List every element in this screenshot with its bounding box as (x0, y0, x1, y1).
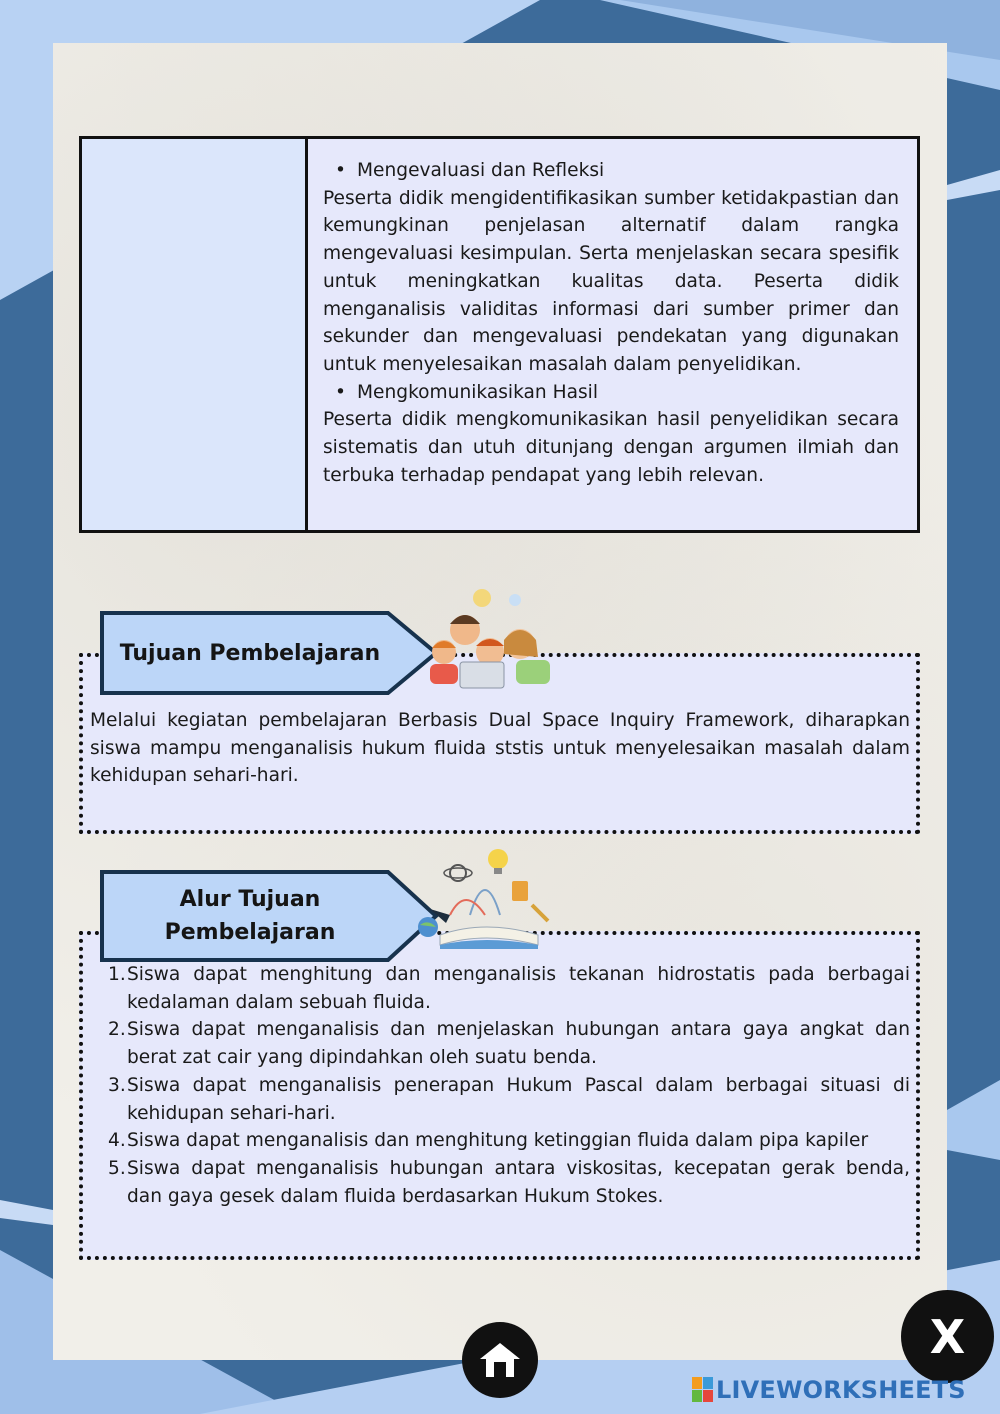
item-number: 2. (108, 1019, 126, 1041)
tujuan-banner (100, 611, 440, 695)
home-button[interactable] (462, 1322, 538, 1398)
tujuan-title: Tujuan Pembelajaran (119, 640, 381, 666)
bullet-item (323, 379, 899, 407)
liveworksheets-logo-icon (692, 1377, 714, 1403)
close-label: X (929, 1309, 966, 1364)
alur-title: Alur Tujuan Pembelajaran (164, 887, 336, 945)
kids-learning-icon (420, 582, 560, 694)
competency-table (79, 136, 920, 533)
item-number: 4. (108, 1130, 126, 1152)
item-text: Siswa dapat menganalisis penerapan Hukum Pascal dalam berbagai situasi di kehidupan sehari-hari. (127, 1074, 910, 1124)
alur-list-item (108, 1072, 910, 1127)
item-text: Siswa dapat menganalisis dan menghitung ketinggian fluida dalam pipa kapiler (127, 1130, 869, 1152)
item-number: 5. (108, 1157, 126, 1179)
alur-list (108, 961, 910, 1210)
home-icon (478, 1340, 522, 1380)
alur-list-item (108, 1016, 910, 1071)
liveworksheets-brand (692, 1374, 966, 1406)
paragraph: Peserta didik mengkomunikasikan hasil penyelidikan secara sistematis dan utuh ditunjang dengan argumen ilmiah dan terbuka terhadap pendapat yang lebih relevan. (323, 409, 899, 486)
paragraph: Peserta didik mengidentifikasikan sumber ketidakpastian dan kemungkinan penjelasan alternatif dalam rangka mengevaluasi kesimpulan. Serta menjelaskan secara spesifik untuk meningkatkan kualitas data. Peserta didik menganalisis validitas informasi dari sumber primer dan sekunder dan mengevaluasi pendekatan yang digunakan untuk menyelesaikan masalah dalam penyelidikan. (323, 187, 899, 375)
item-text: Siswa dapat menganalisis dan menjelaskan hubungan antara gaya angkat dan berat zat cair yang dipindahkan oleh suatu benda. (127, 1019, 910, 1069)
tujuan-text: Melalui kegiatan pembelajaran Berbasis Dual Space Inquiry Framework, diharapkan siswa mampu menganalisis hukum fluida ststis untuk menyelesaikan masalah dalam kehidupan sehari-hari. (90, 710, 910, 787)
item-text: Siswa dapat menghitung dan menganalisis tekanan hidrostatis pada berbagai kedalaman dalam sebuah fluida. (127, 964, 910, 1013)
table-left-cell (82, 139, 308, 530)
bullet-label: Mengevaluasi dan Refleksi (357, 160, 605, 181)
item-number: 1. (108, 964, 126, 985)
book-ideas-icon (410, 845, 560, 950)
alur-banner (100, 870, 440, 962)
alur-box (79, 931, 920, 1260)
bullet-dot-icon: • (335, 381, 346, 403)
bullet-dot-icon: • (335, 160, 346, 181)
item-number: 3. (108, 1074, 126, 1096)
close-button[interactable] (901, 1290, 994, 1383)
table-right-cell (308, 139, 917, 530)
bullet-label: Mengkomunikasikan Hasil (357, 381, 599, 403)
alur-list-item (108, 1127, 910, 1155)
alur-list-wrapper (83, 935, 916, 1210)
alur-list-item (108, 1155, 910, 1210)
item-text: Siswa dapat menganalisis hubungan antara viskositas, kecepatan gerak benda, dan gaya gesek dalam fluida berdasarkan Hukum Stokes. (127, 1157, 910, 1207)
brand-name: LIVEWORKSHEETS (716, 1376, 966, 1404)
alur-list-item (108, 961, 910, 1016)
bullet-item (323, 157, 899, 185)
